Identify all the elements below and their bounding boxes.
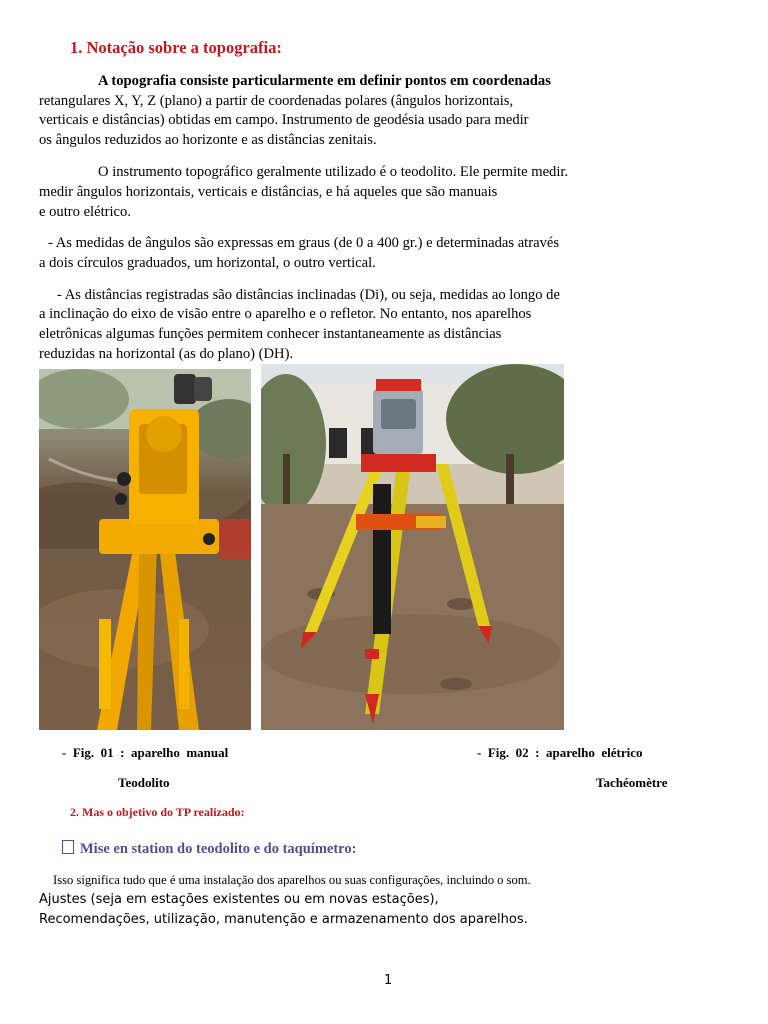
total-station-photo bbox=[261, 364, 564, 730]
body-line: Ajustes (seja em estações existentes ou em novas estações), bbox=[39, 892, 439, 907]
body-line: Isso significa tudo que é uma instalação dos aparelhos ou suas configurações, incluindo o som. bbox=[53, 873, 531, 887]
paragraph-line: reduzidas na horizontal (as do plano) (DH). bbox=[39, 346, 294, 362]
paragraph-line: - As medidas de ângulos são expressas em graus (de 0 a 400 gr.) e determinadas através bbox=[48, 235, 560, 251]
subheading-text: Mise en station do teodolito e do taquímetro: bbox=[80, 841, 357, 857]
total-station-illustration bbox=[261, 364, 564, 730]
paragraph-line: verticais e distâncias) obtidas em campo. Instrumento de geodésia usado para medir bbox=[39, 112, 529, 128]
body-line: Recomendações, utilização, manutenção e armazenamento dos aparelhos. bbox=[39, 912, 528, 927]
figure-1-caption: - Fig. 01 : aparelho manual bbox=[62, 745, 229, 760]
paragraph-line: O instrumento topográfico geralmente utilizado é o teodolito. Ele permite medir. bbox=[98, 164, 569, 180]
paragraph-line: eletrônicas algumas funções permitem conhecer instantaneamente as distâncias bbox=[39, 326, 502, 342]
paragraph-line: retangulares X, Y, Z (plano) a partir de coordenadas polares (ângulos horizontais, bbox=[39, 93, 514, 109]
theodolite-illustration bbox=[39, 369, 251, 730]
paragraph-line: A topografia consiste particularmente em definir pontos em coordenadas bbox=[98, 73, 551, 89]
paragraph-line: - As distâncias registradas são distâncias inclinadas (Di), ou seja, medidas ao longo de bbox=[57, 287, 560, 303]
section-1-heading: 1. Notação sobre a topografia: bbox=[70, 38, 282, 57]
paragraph-line: os ângulos reduzidos ao horizonte e as distâncias zenitais. bbox=[39, 132, 377, 148]
paragraph-line: medir ângulos horizontais, verticais e distâncias, e há aqueles que são manuais bbox=[39, 184, 498, 200]
bullet-icon bbox=[62, 840, 74, 854]
figure-1-name: Teodolito bbox=[118, 775, 170, 790]
paragraph-line: a dois círculos graduados, um horizontal, o outro vertical. bbox=[39, 255, 376, 271]
figure-2-name: Tachéomètre bbox=[596, 775, 668, 790]
paragraph-line: e outro elétrico. bbox=[39, 204, 131, 220]
paragraph-line: a inclinação do eixo de visão entre o aparelho e o refletor. No entanto, nos aparelhos bbox=[39, 306, 532, 322]
subheading-mise-en-station bbox=[62, 840, 356, 858]
theodolite-photo bbox=[39, 369, 251, 730]
section-2-heading: 2. Mas o objetivo do TP realizado: bbox=[70, 805, 245, 819]
page-number: 1 bbox=[384, 973, 393, 988]
figure-2-caption: - Fig. 02 : aparelho elétrico bbox=[477, 745, 643, 760]
